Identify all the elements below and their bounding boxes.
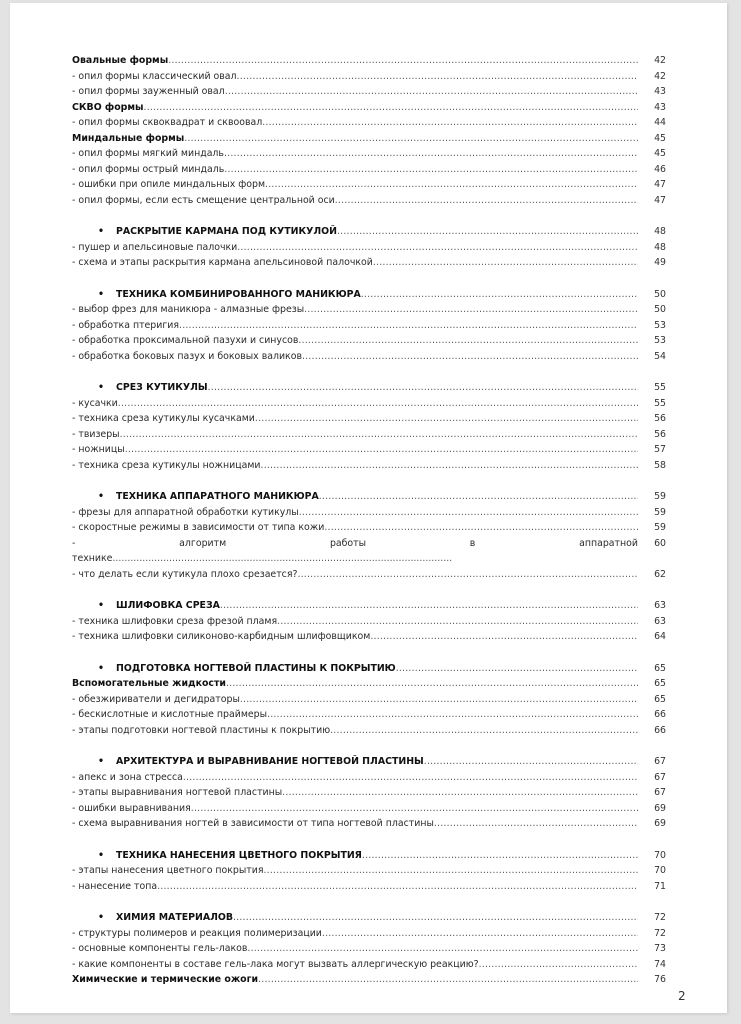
toc-entry[interactable] [72,881,666,897]
toc-page-number: 64 [654,631,666,642]
toc-entry-line1 [72,538,638,554]
toc-page-number: 58 [654,459,666,471]
toc-subheading[interactable] [72,55,666,71]
dot-leader [265,179,638,190]
toc-entry[interactable] [72,242,666,258]
dot-leader [247,943,638,954]
dot-leader [373,257,638,268]
toc-page-number: 67 [654,756,666,767]
toc-entry-word: - [72,537,76,549]
toc-entry[interactable] [72,709,666,725]
dot-leader [267,709,638,720]
toc-page-number: 47 [654,179,666,190]
dot-leader [120,429,638,440]
bullet-icon: • [98,226,104,237]
dot-leader [255,413,638,424]
toc-entry-text: технике [72,553,113,564]
toc-entry-text: ТЕХНИКА НАНЕСЕНИЯ ЦВЕТНОГО ПОКРЫТИЯ [116,849,362,861]
toc-entry-text: - схема выравнивания ногтей в зависимости от типа ногтевой пластины [72,818,434,829]
toc-page-number: 53 [654,335,666,346]
toc-page-number: 67 [654,787,666,798]
toc-page-number: 50 [654,304,666,315]
toc-page-number: 56 [654,428,666,440]
toc-page-number: 49 [654,257,666,268]
toc-entry-text: - твизеры [72,428,120,440]
toc-entry-text: - какие компоненты в составе гель-лака могут вызвать аллергическую реакцию? [72,958,479,970]
toc-entry-text: - техника шлифовки среза фрезой пламя [72,615,278,627]
dot-leader [258,974,638,985]
dot-leader [396,663,638,674]
dot-leader [225,86,638,97]
dot-leader [144,102,638,113]
bullet-icon: • [98,382,104,393]
toc-page-number: 66 [654,709,666,720]
toc-page-number: 44 [654,117,666,128]
toc-entry[interactable] [72,86,666,102]
toc-entry-text: - кусачки [72,397,118,409]
toc-subheading[interactable] [72,133,666,149]
toc-entry[interactable] [72,725,666,741]
toc-entry-text: - основные компоненты гель-лаков [72,943,248,954]
dot-leader [168,55,638,66]
toc-entry-text: - опил формы зауженный овал [72,86,225,97]
toc-entry[interactable] [72,429,666,445]
toc-entry-text: - техника среза кутикулы ножницами [72,459,261,471]
toc-entry[interactable] [72,818,666,834]
toc-section-heading[interactable] [72,663,666,679]
toc-entry-text: - обработка проксимальной пазухи и синусов [72,335,299,346]
dot-leader [424,756,638,767]
toc-entry[interactable] [72,631,666,647]
dot-leader [324,522,638,533]
dot-leader [337,226,638,237]
toc-entry-text: - ножницы [72,444,125,455]
toc-entry[interactable] [72,398,666,414]
toc-page-number: 62 [654,568,666,580]
toc-entry-text: ПОДГОТОВКА НОГТЕВОЙ ПЛАСТИНЫ К ПОКРЫТИЮ [116,662,396,674]
dot-leader [434,818,638,829]
toc-entry-text: СКВО формы [72,101,144,113]
toc-entry-text: СРЕЗ КУТИКУЛЫ [116,382,208,393]
toc-entry-text: - опил формы сквоквадрат и сквоовал [72,117,263,128]
toc-page-number: 63 [654,600,666,611]
dot-leader [224,148,638,159]
dot-leader [237,71,638,82]
dot-leader [183,772,638,783]
dot-leader [191,803,638,814]
toc-entry-text: АРХИТЕКТУРА И ВЫРАВНИВАНИЕ НОГТЕВОЙ ПЛАСТИНЫ [116,756,424,767]
toc-entry-text: Химические и термические ожоги [72,974,259,985]
toc-entry-text: - опил формы, если есть смещение центральной оси [72,194,335,206]
dot-leader [240,694,638,705]
toc-entry-text: - опил формы мягкий миндаль [72,148,224,159]
toc-entry[interactable] [72,164,666,180]
toc-entry[interactable] [72,928,666,944]
toc-page-number: 59 [654,491,666,502]
toc-entry[interactable] [72,507,666,523]
toc-page-number: 42 [654,55,666,66]
toc-entry[interactable] [72,865,666,881]
toc-entry-text: - этапы подготовки ногтевой пластины к покрытию [72,724,331,736]
dot-leader [322,928,638,939]
toc-entry-text: - пушер и апельсиновые палочки [72,241,238,253]
toc-page-number: 66 [654,724,666,736]
toc-page-number: 63 [654,615,666,627]
dot-leader [362,850,638,861]
dot-leader [370,631,638,642]
toc-page-number: 54 [654,350,666,362]
toc-page-number: 48 [654,241,666,253]
toc-entry-text: ТЕХНИКА КОМБИНИРОВАННОГО МАНИКЮРА [116,288,361,300]
toc-section-heading[interactable] [72,382,666,398]
toc-entry[interactable] [72,522,666,538]
toc-entry[interactable] [72,351,666,367]
dot-leader [112,553,452,564]
toc-entry-text: Овальные формы [72,55,169,66]
toc-entry-text: ТЕХНИКА АППАРАТНОГО МАНИКЮРА [116,491,319,502]
toc-page-number: 65 [654,678,666,689]
toc-subheading[interactable] [72,102,666,118]
toc-entry-text: Вспомогательные жидкости [72,678,226,689]
toc-section-heading[interactable] [72,491,666,507]
toc-entry[interactable] [72,460,666,476]
toc-entry-text: - что делать если кутикула плохо срезается? [72,568,298,580]
toc-entry-text: - этапы выравнивания ногтевой пластины [72,787,283,798]
toc-entry[interactable] [72,413,666,429]
toc-page-number: 65 [654,693,666,705]
toc-entry-text: - этапы нанесения цветного покрытия [72,865,264,876]
toc-page-number: 72 [654,912,666,923]
bullet-icon: • [98,288,104,300]
toc-page-number: 59 [654,522,666,533]
toc-page-number: 71 [654,880,666,892]
table-of-contents [72,55,666,990]
dot-leader [277,616,638,627]
toc-page-number: 43 [654,86,666,97]
bullet-icon: • [98,849,104,861]
toc-page-number: 48 [654,226,666,237]
dot-leader [125,444,638,455]
toc-page-number: 70 [654,865,666,876]
toc-entry[interactable] [72,117,666,133]
toc-entry-text: - обработка птеригия [72,319,180,331]
toc-page-number: 56 [654,413,666,424]
bullet-icon: • [98,756,104,767]
dot-leader [335,195,638,206]
toc-section-heading[interactable] [72,756,666,772]
toc-entry[interactable] [72,179,666,195]
dot-leader [479,959,638,970]
toc-entry-text: - обработка боковых пазух и боковых валиков [72,350,302,362]
toc-entry[interactable] [72,195,666,211]
toc-entry-text: - опил формы острый миндаль [72,163,225,175]
dot-leader [118,398,638,409]
toc-entry-text: - техника среза кутикулы кусачками [72,413,255,424]
dot-leader [298,335,638,346]
dot-leader [184,133,638,144]
toc-entry[interactable] [72,538,666,569]
toc-page-number: 50 [654,288,666,300]
toc-entry-text: - обезжириватели и дегидраторы [72,693,240,705]
toc-entry-text: - апекс и зона стресса [72,771,183,783]
toc-entry[interactable] [72,71,666,87]
toc-entry[interactable] [72,787,666,803]
toc-section-heading[interactable] [72,600,666,616]
toc-section-heading[interactable] [72,226,666,242]
toc-page-number: 42 [654,70,666,82]
toc-section-heading[interactable] [72,850,666,866]
toc-entry[interactable] [72,148,666,164]
toc-page-number: 57 [654,444,666,455]
toc-entry[interactable] [72,959,666,975]
toc-entry-text: - выбор фрез для маникюра - алмазные фрезы [72,304,305,315]
toc-entry[interactable] [72,803,666,819]
toc-entry[interactable] [72,257,666,273]
dot-leader [262,117,638,128]
toc-entry[interactable] [72,772,666,788]
toc-entry-text: - ошибки выравнивания [72,802,191,814]
dot-leader [220,600,638,611]
document-page [10,3,727,1013]
toc-page-number: 76 [654,974,666,985]
toc-entry[interactable] [72,444,666,460]
toc-page-number: 65 [654,662,666,674]
toc-page-number: 74 [654,958,666,970]
dot-leader [157,881,638,892]
dot-leader [302,351,638,362]
toc-entry-text: - скоростные режимы в зависимости от типа кожи [72,522,325,533]
toc-page-number: 45 [654,148,666,159]
toc-page-number: 45 [654,132,666,144]
toc-page-number: 67 [654,771,666,783]
dot-leader [224,164,638,175]
toc-page-number: 72 [654,927,666,939]
toc-entry[interactable] [72,304,666,320]
toc-entry-text: - техника шлифовки силиконово-карбидным шлифовщиком [72,631,371,642]
toc-entry-text: - бескислотные и кислотные праймеры [72,709,268,720]
page-number: 2 [678,989,686,1003]
dot-leader [237,242,638,253]
dot-leader [319,491,638,502]
dot-leader [179,320,638,331]
toc-entry-text: - ошибки при опиле миндальных форм [72,179,266,190]
toc-page-number: 69 [654,802,666,814]
toc-entry-word: аппаратной [579,537,638,549]
toc-entry-text: - нанесение топа [72,880,158,892]
toc-page-number: 46 [654,163,666,175]
dot-leader [233,912,638,923]
toc-entry-word: алгоритм [179,537,227,549]
toc-page-number: 43 [654,101,666,113]
toc-entry[interactable] [72,335,666,351]
toc-page-number: 47 [654,194,666,206]
toc-page-number: 70 [654,849,666,861]
dot-leader [330,725,638,736]
dot-leader [226,678,638,689]
bullet-icon: • [98,491,104,502]
toc-page-number: 69 [654,818,666,829]
dot-leader [282,787,638,798]
toc-page-number: 53 [654,319,666,331]
toc-subheading[interactable] [72,678,666,694]
dot-leader [297,569,638,580]
toc-entry-text: - структуры полимеров и реакция полимеризации [72,927,322,939]
dot-leader [263,865,638,876]
toc-entry[interactable] [72,943,666,959]
toc-page-number: 60 [654,537,666,549]
toc-entry-word: работы [329,537,367,549]
toc-subheading[interactable] [72,974,666,990]
toc-page-number: 55 [654,397,666,409]
toc-entry[interactable] [72,320,666,336]
toc-page-number: 59 [654,506,666,518]
toc-entry-text: Миндальные формы [72,132,185,144]
toc-entry[interactable] [72,694,666,710]
dot-leader [261,460,638,471]
bullet-icon: • [98,912,104,923]
toc-entry-text: - фрезы для аппаратной обработки кутикулы [72,506,299,518]
dot-leader [304,304,638,315]
toc-page-number: 55 [654,382,666,393]
toc-entry[interactable] [72,616,666,632]
bullet-icon: • [98,662,104,674]
toc-entry-line2 [72,553,452,569]
toc-entry-text: РАСКРЫТИЕ КАРМАНА ПОД КУТИКУЛОЙ [116,226,337,237]
dot-leader [208,382,638,393]
toc-entry-text: - опил формы классический овал [72,70,237,82]
toc-entry-text: ХИМИЯ МАТЕРИАЛОВ [116,912,233,923]
dot-leader [299,507,638,518]
toc-entry-word: в [469,537,476,549]
toc-entry-text: - схема и этапы раскрытия кармана апельсиновой палочкой [72,257,373,268]
toc-entry-text: ШЛИФОВКА СРЕЗА [116,600,220,611]
toc-section-heading[interactable] [72,289,666,305]
toc-page-number: 73 [654,943,666,954]
dot-leader [361,289,638,300]
bullet-icon: • [98,600,104,611]
toc-section-heading[interactable] [72,912,666,928]
toc-entry[interactable] [72,569,666,585]
